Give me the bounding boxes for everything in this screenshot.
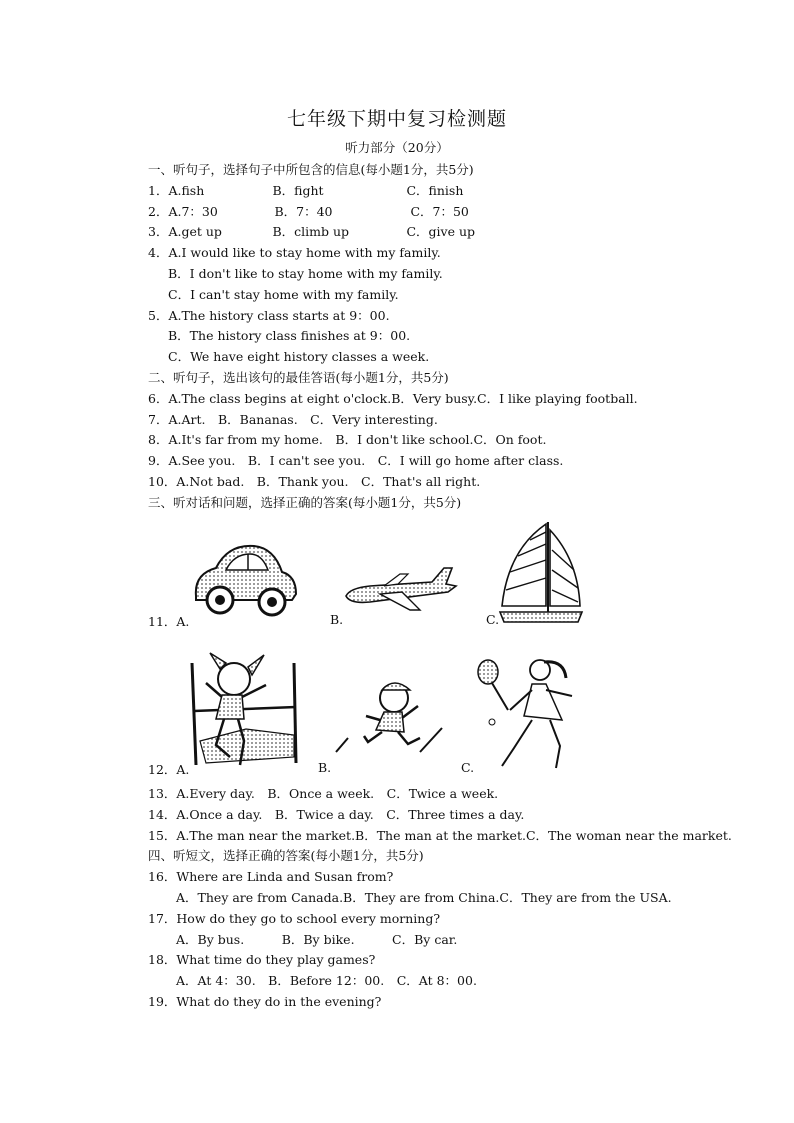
- option-c: C．give up: [406, 224, 476, 239]
- option-c: C．7：50: [410, 204, 469, 219]
- option-a: A.7：30: [168, 204, 218, 219]
- question-8: 8．A.It's far from my home. B．I don't like school.C．On foot.: [148, 432, 547, 447]
- question-5-option-b: B．The history class finishes at 9：00.: [168, 328, 411, 343]
- option-b: B．7：40: [274, 204, 333, 219]
- question-4-option-b: B．I don't like to stay home with my family.: [168, 266, 443, 281]
- question-6: 6．A.The class begins at eight o'clock.B．Very busy.C．I like playing football.: [148, 391, 638, 406]
- question-11-option-c: C.: [486, 612, 500, 627]
- sailboat-picture: [498, 520, 584, 624]
- question-12-label: 12．A.: [148, 762, 190, 777]
- airplane-picture: [340, 566, 460, 614]
- question-13: 13．A.Every day. B．Once a week. C．Twice a week.: [148, 786, 499, 801]
- option-c: C．finish: [406, 183, 464, 198]
- question-4: [148, 245, 441, 261]
- question-number: 5．: [148, 308, 169, 323]
- option-a: A.I would like to stay home with my family.: [168, 245, 441, 260]
- question-number: 1．: [148, 183, 169, 198]
- section-3-heading: 三、听对话和问题，选择正确的答案(每小题1分，共5分): [148, 495, 462, 510]
- question-10: 10．A.Not bad. B．Thank you. C．That's all right.: [148, 474, 481, 489]
- question-11-label: 11．A.: [148, 614, 190, 629]
- question-12-option-c: C.: [461, 760, 475, 775]
- tennis-picture: [474, 656, 586, 772]
- option-a: A.The history class starts at 9：00.: [168, 308, 390, 323]
- question-19: 19．What do they do in the evening?: [148, 994, 382, 1009]
- question-14: 14．A.Once a day. B．Twice a day. C．Three times a day.: [148, 807, 525, 822]
- question-1: [148, 183, 463, 199]
- question-17-options: A．By bus. B．By bike. C．By car.: [176, 932, 458, 947]
- section-2-heading: 二、听句子，选出该句的最佳答语(每小题1分，共5分): [148, 370, 449, 385]
- section-1-heading: 一、听句子，选择句子中所包含的信息(每小题1分，共5分): [148, 162, 474, 177]
- question-16: 16．Where are Linda and Susan from?: [148, 869, 394, 884]
- question-3: [148, 224, 475, 240]
- question-9: 9．A.See you. B．I can't see you. C．I will go home after class.: [148, 453, 564, 468]
- question-2: [148, 204, 469, 220]
- question-18: 18．What time do they play games?: [148, 952, 376, 967]
- question-5: [148, 308, 390, 324]
- page-title: 七年级下期中复习检测题: [286, 108, 507, 130]
- question-4-option-c: C．I can't stay home with my family.: [168, 287, 399, 302]
- option-a: A.fish: [168, 183, 205, 198]
- question-5-option-c: C．We have eight history classes a week.: [168, 349, 430, 364]
- running-picture: [330, 676, 450, 756]
- option-b: B．climb up: [272, 224, 350, 239]
- high-jump-picture: [186, 645, 306, 771]
- question-number: 2．: [148, 204, 169, 219]
- question-number: 3．: [148, 224, 169, 239]
- option-a: A.get up: [168, 224, 222, 239]
- question-7: 7．A.Art. B．Bananas. C．Very interesting.: [148, 412, 438, 427]
- question-11-option-b: B.: [330, 612, 344, 627]
- section-4-heading: 四、听短文，选择正确的答案(每小题1分，共5分): [148, 848, 424, 863]
- question-16-options: A．They are from Canada.B．They are from China.C．They are from the USA.: [176, 890, 672, 905]
- question-17: 17．How do they go to school every morning?: [148, 911, 441, 926]
- question-15: 15．A.The man near the market.B．The man at the market.C．The woman near the market.: [148, 828, 732, 843]
- car-picture: [188, 538, 300, 618]
- option-b: B．fight: [272, 183, 324, 198]
- question-number: 4．: [148, 245, 169, 260]
- question-12-option-b: B.: [318, 760, 332, 775]
- question-18-options: A．At 4：30. B．Before 12：00. C．At 8：00.: [176, 973, 477, 988]
- section-subtitle: 听力部分（20分）: [345, 140, 449, 155]
